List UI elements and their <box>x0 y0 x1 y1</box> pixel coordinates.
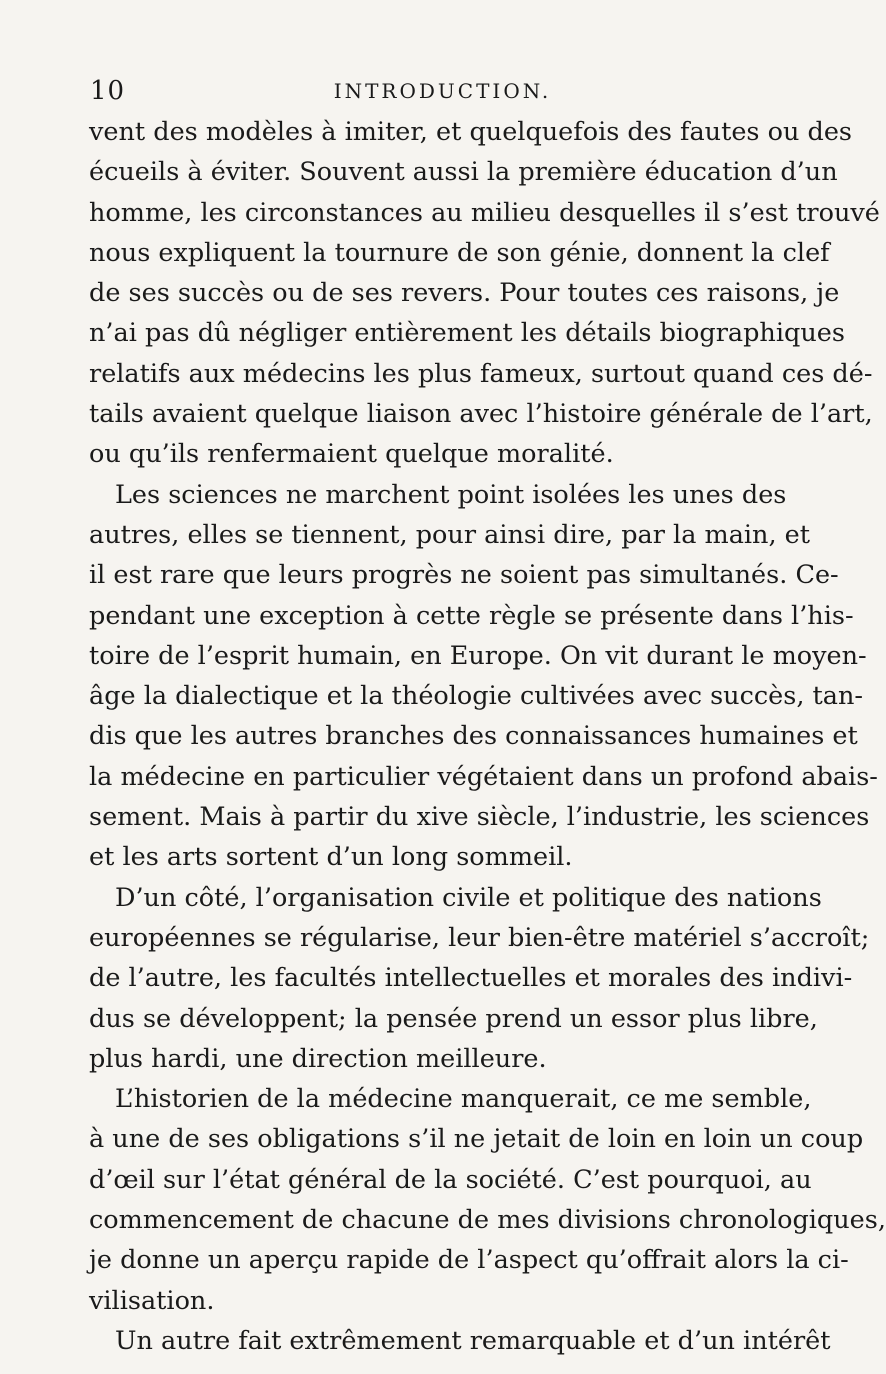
text-line: autres, elles se tiennent, pour ainsi dire, par la main, et <box>89 519 811 550</box>
text-line: homme, les circonstances au milieu desquelles il s’est trouvé <box>89 197 880 228</box>
text-line: pendant une exception à cette règle se présente dans l’his- <box>89 600 854 631</box>
text-line: à une de ses obligations s’il ne jetait de loin en loin un coup <box>89 1124 864 1155</box>
text-line: européennes se régularise, leur bien-être matériel s’accroît; <box>89 922 870 953</box>
text-line: sement. Mais à partir du xive siècle, l’industrie, les sciences <box>89 802 870 833</box>
text-line: toire de l’esprit humain, en Europe. On vit durant le moyen- <box>89 640 867 671</box>
body-text <box>89 112 886 1361</box>
text-line: vent des modèles à imiter, et quelquefois des fautes ou des <box>89 117 852 147</box>
text-line: écueils à éviter. Souvent aussi la première éducation d’un <box>89 157 838 188</box>
page-header <box>90 76 755 116</box>
text-line: de ses succès ou de ses revers. Pour toutes ces raisons, je <box>89 278 840 309</box>
text-line: relatifs aux médecins les plus fameux, surtout quand ces dé- <box>89 358 873 389</box>
text-line: plus hardi, une direction meilleure. <box>89 1043 547 1074</box>
text-line: nous expliquent la tournure de son génie, donnent la clef <box>89 237 830 268</box>
text-line: dus se développent; la pensée prend un essor plus libre, <box>89 1003 818 1034</box>
text-line: vilisation. <box>89 1285 215 1316</box>
text-line: dis que les autres branches des connaissances humaines et <box>89 721 858 752</box>
text-line: ou qu’ils renfermaient quelque moralité. <box>89 439 614 470</box>
text-line: âge la dialectique et la théologie cultivées avec succès, tan- <box>89 681 864 712</box>
text-line: de l’autre, les facultés intellectuelles et morales des indivi- <box>89 963 853 994</box>
text-line: n’ai pas dû négliger entièrement les détails biographiques <box>89 318 845 349</box>
text-line: d’œil sur l’état général de la société. C’est pourquoi, au <box>89 1164 812 1195</box>
running-title: INTRODUCTION. <box>333 79 552 103</box>
text-line: commencement de chacune de mes divisions chronologiques, <box>89 1205 886 1236</box>
text-line: Les sciences ne marchent point isolées les unes des <box>115 479 787 510</box>
text-line: D’un côté, l’organisation civile et politique des nations <box>115 882 822 913</box>
text-line: et les arts sortent d’un long sommeil. <box>89 842 573 873</box>
text-line: tails avaient quelque liaison avec l’histoire générale de l’art, <box>89 399 873 430</box>
text-line: la médecine en particulier végétaient dans un profond abais- <box>89 761 878 792</box>
text-line: il est rare que leurs progrès ne soient pas simultanés. Ce- <box>89 560 839 591</box>
page-number: 10 <box>90 76 126 106</box>
text-line: L’historien de la médecine manquerait, ce me semble, <box>115 1084 812 1115</box>
text-line: Un autre fait extrêmement remarquable et d’un intérêt <box>115 1325 831 1356</box>
text-line: je donne un aperçu rapide de l’aspect qu’offrait alors la ci- <box>89 1245 849 1276</box>
